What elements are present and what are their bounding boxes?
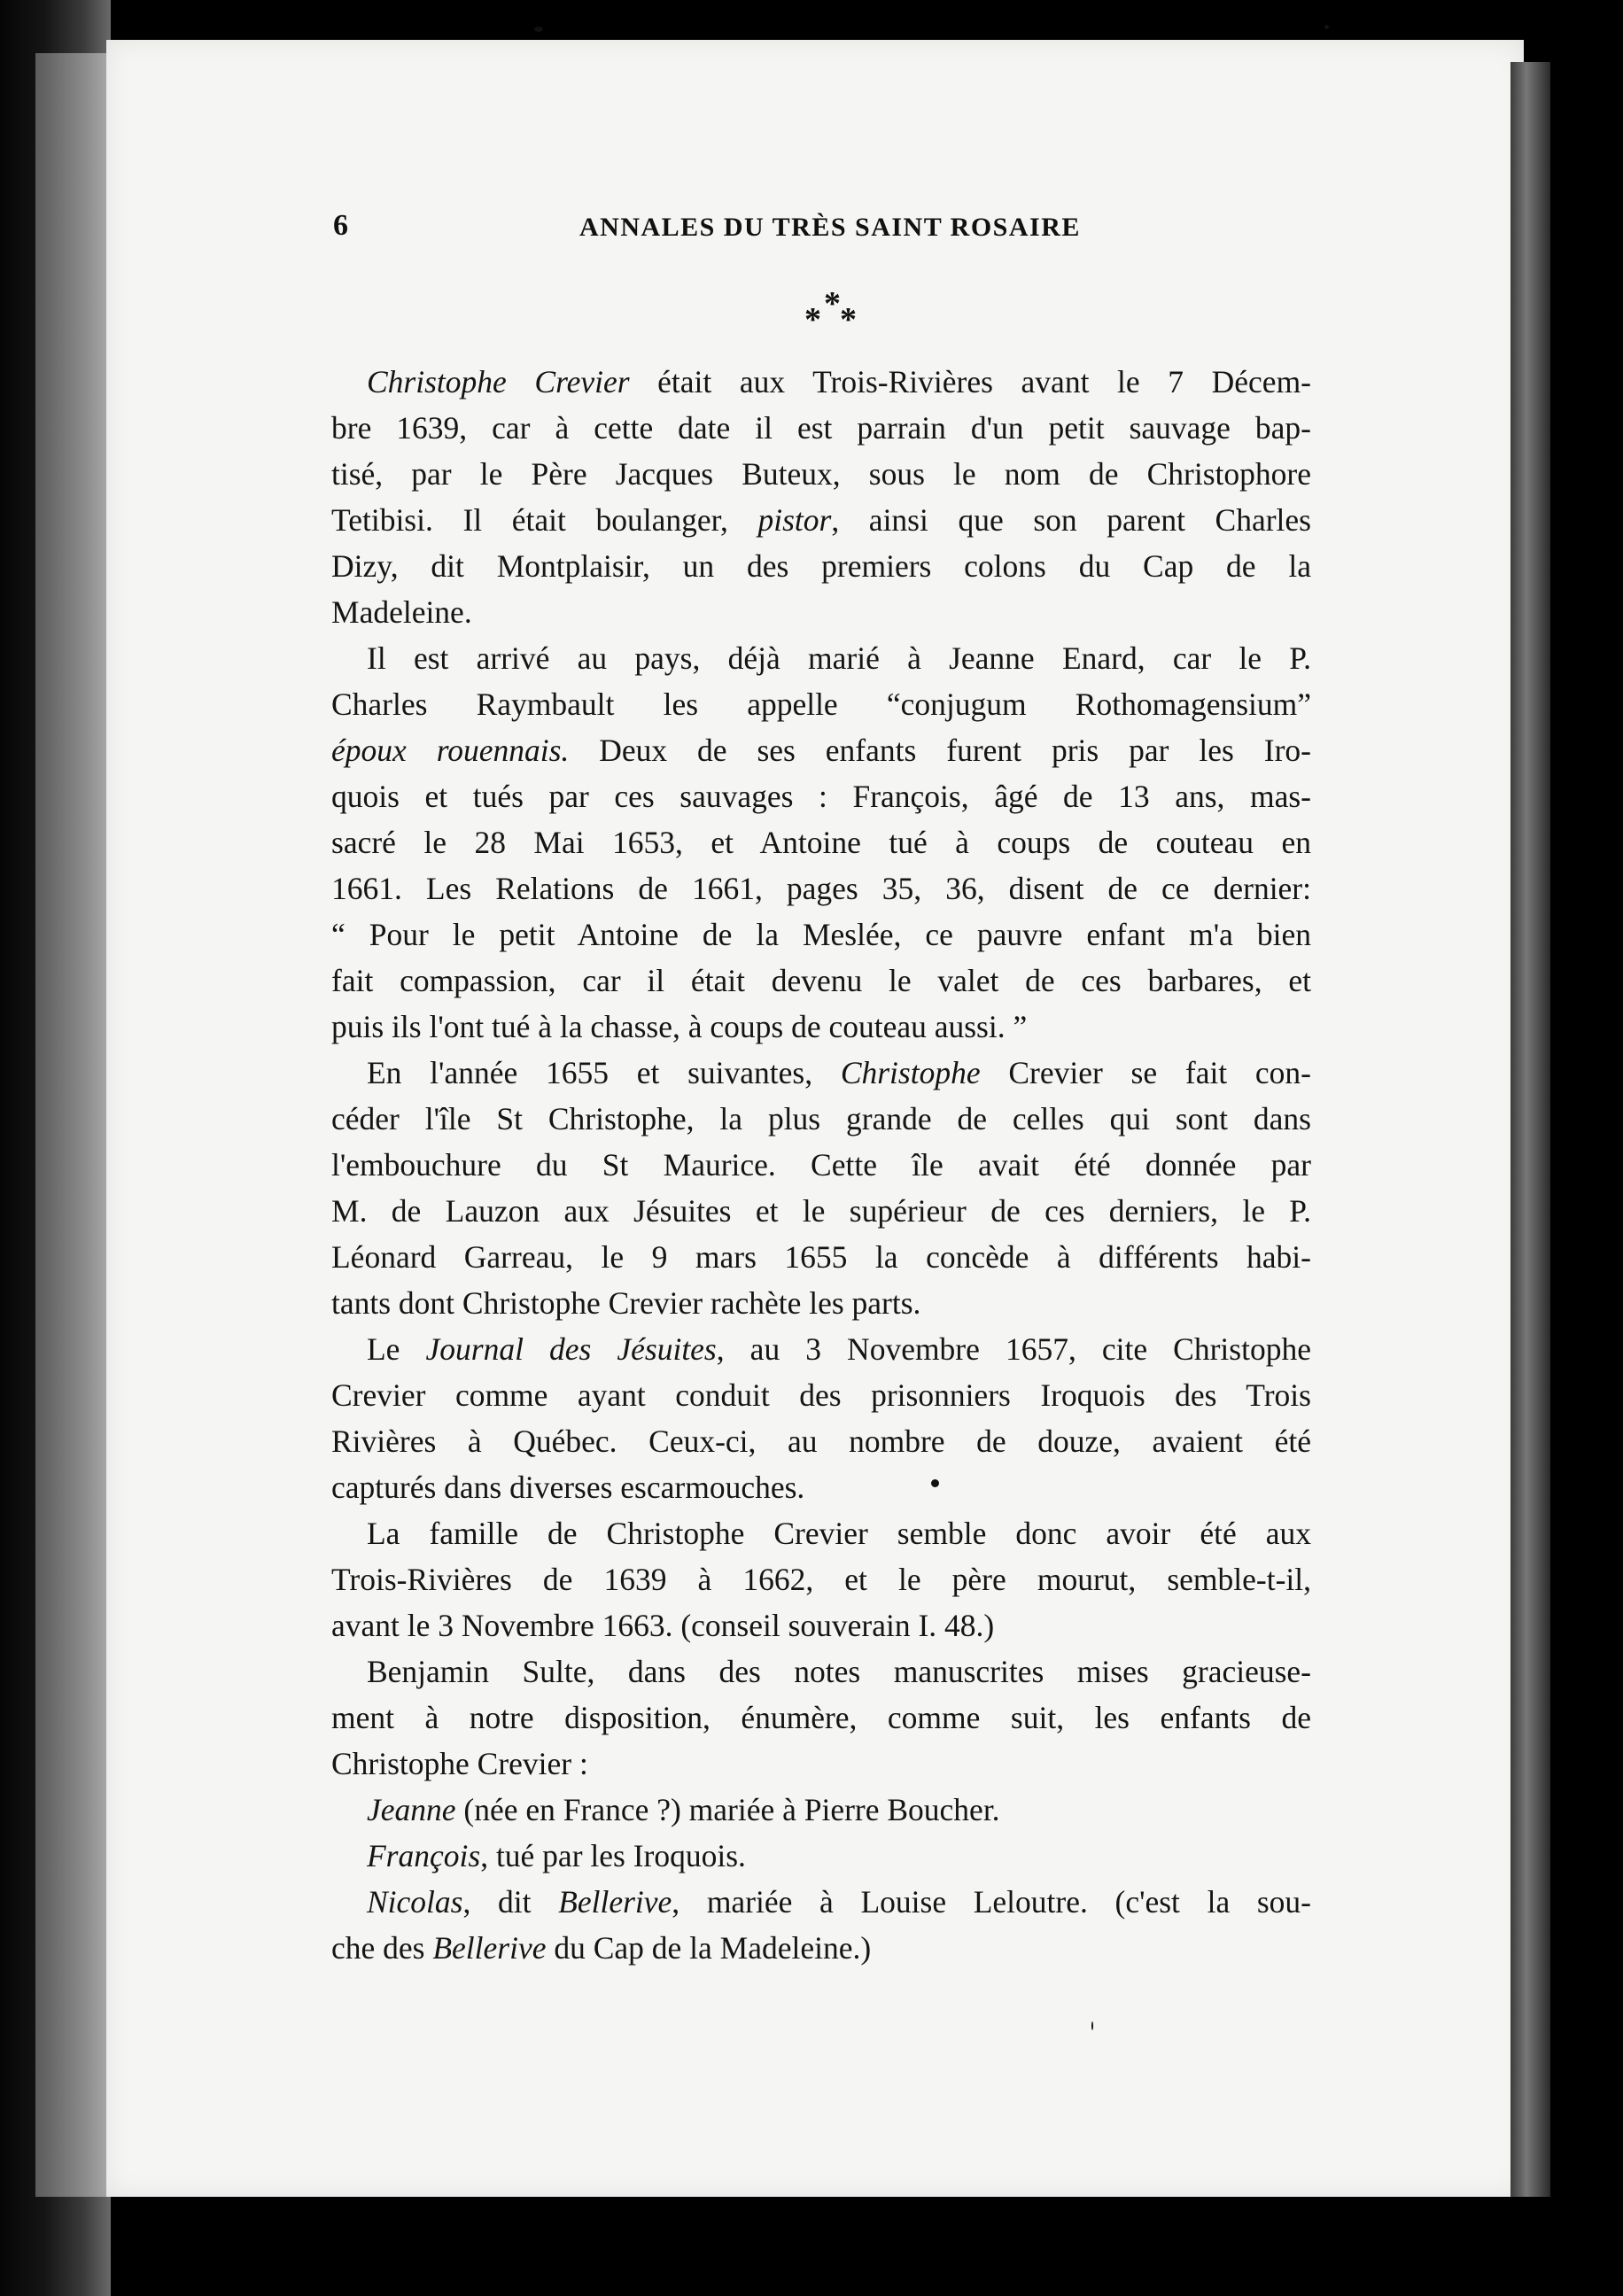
text-line: fait compassion, car il était devenu le valet de ces barbares, et [331, 963, 1311, 998]
page-edge-shadow [1510, 62, 1550, 2197]
text-line: l'embouchure du St Maurice. Cette île avait été donnée par [331, 1147, 1311, 1183]
asterism-star-top: * [824, 285, 841, 322]
page-header [333, 209, 1219, 244]
text-line: Trois-Rivières de 1639 à 1662, et le père mourut, semble-t-il, [331, 1562, 1311, 1597]
text-line: Charles Raymbault les appelle “conjugum Rothomagensium” [331, 686, 1311, 722]
child-entry-jeanne: Jeanne (née en France ?) mariée à Pierre Boucher. [367, 1792, 1000, 1827]
text-line: M. de Lauzon aux Jésuites et le supérieur de ces derniers, le P. [331, 1193, 1311, 1229]
text-line: bre 1639, car à cette date il est parrain d'un petit sauvage bap- [331, 410, 1311, 446]
text-line: tisé, par le Père Jacques Buteux, sous le nom de Christophore [331, 456, 1311, 492]
text-line: Le Journal des Jésuites, au 3 Novembre 1657, cite Christophe [367, 1331, 1311, 1367]
text-line: époux rouennais. Deux de ses enfants furent pris par les Iro- [331, 733, 1311, 768]
text-line: che des Bellerive du Cap de la Madeleine.) [331, 1930, 872, 1966]
body-text [331, 359, 1311, 1971]
text-line: tants dont Christophe Crevier rachète les parts. [331, 1285, 921, 1321]
page-number: 6 [333, 209, 348, 242]
text-line: avant le 3 Novembre 1663. (conseil souverain I. 48.) [331, 1608, 995, 1643]
text-line: céder l'île St Christophe, la plus grande de celles qui sont dans [331, 1101, 1311, 1136]
text-line: capturés dans diverses escarmouches. [331, 1470, 805, 1505]
spine-shadow [35, 53, 111, 2197]
scan-speck [1324, 25, 1329, 29]
text-line: La famille de Christophe Crevier semble donc avoir été aux [367, 1516, 1311, 1551]
running-title: ANNALES DU TRÈS SAINT ROSAIRE [579, 213, 1081, 242]
scan-speck [1091, 2021, 1093, 2030]
text-line: ment à notre disposition, énumère, comme suit, les enfants de [331, 1700, 1311, 1735]
asterism-divider [803, 283, 865, 338]
child-entry-nicolas: Nicolas, dit Bellerive, mariée à Louise Leloutre. (c'est la sou- [367, 1884, 1311, 1920]
child-entry-francois: François, tué par les Iroquois. [367, 1838, 746, 1873]
text-line: Il est arrivé au pays, déjà marié à Jeanne Enard, car le P. [367, 640, 1311, 676]
asterism-star-right: * [840, 301, 857, 338]
text-line: Crevier comme ayant conduit des prisonniers Iroquois des Trois [331, 1377, 1311, 1413]
text-line: Christophe Crevier était aux Trois-Rivières avant le 7 Décem- [367, 364, 1311, 399]
text-line: Léonard Garreau, le 9 mars 1655 la concède à différents habi- [331, 1239, 1311, 1275]
text-line: Benjamin Sulte, dans des notes manuscrites mises gracieuse- [367, 1654, 1311, 1689]
scan-speck [931, 1479, 939, 1487]
text-line: Tetibisi. Il était boulanger, pistor, ainsi que son parent Charles [331, 502, 1311, 538]
text-line: En l'année 1655 et suivantes, Christophe Crevier se fait con- [367, 1055, 1311, 1090]
text-line: puis ils l'ont tué à la chasse, à coups de couteau aussi. ” [331, 1009, 1028, 1044]
text-line: Madeleine. [331, 594, 472, 630]
text-line: Christophe Crevier : [331, 1746, 588, 1781]
text-line: sacré le 28 Mai 1653, et Antoine tué à coups de couteau en [331, 825, 1311, 860]
text-line: Rivières à Québec. Ceux-ci, au nombre de douze, avaient été [331, 1423, 1311, 1459]
scan-margin-right [1550, 0, 1623, 2296]
text-line: “ Pour le petit Antoine de la Meslée, ce pauvre enfant m'a bien [331, 917, 1311, 952]
text-line: 1661. Les Relations de 1661, pages 35, 36, disent de ce dernier: [331, 871, 1311, 906]
asterism-star-left: * [804, 301, 821, 338]
text-line: Dizy, dit Montplaisir, un des premiers colons du Cap de la [331, 548, 1311, 584]
text-line: quois et tués par ces sauvages : François, âgé de 13 ans, mas- [331, 779, 1311, 814]
scan-speck [534, 27, 543, 32]
